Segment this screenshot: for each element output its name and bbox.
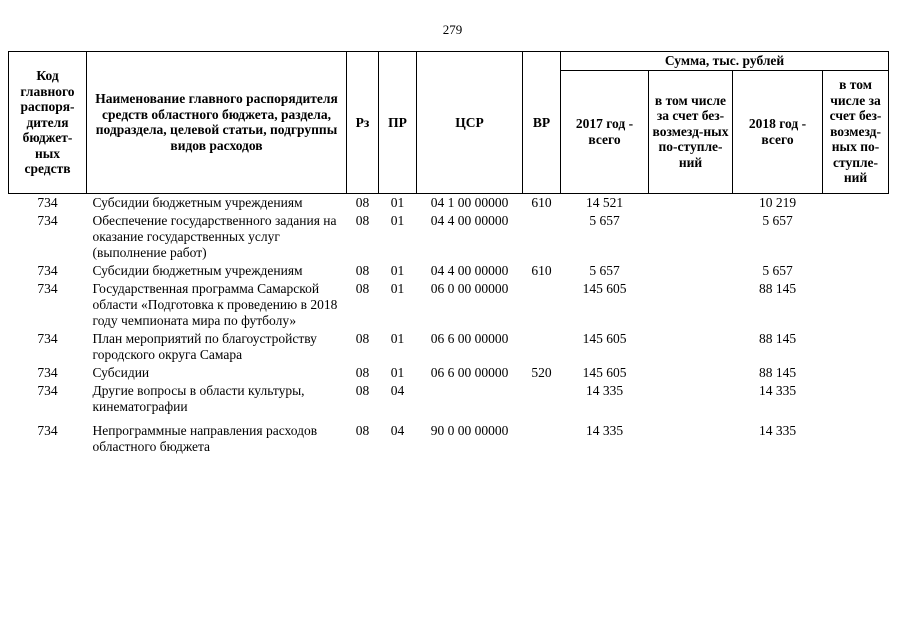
cell-code: 734 <box>37 382 58 398</box>
cell-2017-free <box>649 280 733 330</box>
header-2017-total: 2017 год - всего <box>561 70 649 193</box>
cell-2017-total: 5 657 <box>589 262 620 278</box>
cell-pr: 04 <box>390 422 405 438</box>
cell-name: Обеспечение государственного задания на оказание государственных услуг (выполнение работ) <box>92 212 337 260</box>
cell-vr <box>523 212 561 262</box>
cell-csr: 06 6 00 00000 <box>430 330 509 346</box>
cell-csr: 04 4 00 00000 <box>430 262 509 278</box>
cell-rz: 08 <box>355 422 370 438</box>
cell-csr: 04 4 00 00000 <box>430 212 509 228</box>
table-row <box>9 330 889 364</box>
cell-2017-free <box>649 422 733 456</box>
table-row <box>9 262 889 280</box>
cell-vr <box>523 382 561 416</box>
cell-2017-total: 145 605 <box>582 364 627 380</box>
cell-2018-free <box>823 212 889 262</box>
cell-pr: 04 <box>390 382 405 398</box>
cell-vr: 520 <box>531 364 552 380</box>
cell-vr <box>523 330 561 364</box>
cell-pr: 01 <box>390 212 405 228</box>
cell-rz: 08 <box>355 382 370 398</box>
cell-csr: 90 0 00 00000 <box>430 422 509 438</box>
cell-2017-free <box>649 330 733 364</box>
cell-pr: 01 <box>390 194 405 210</box>
table-row <box>9 280 889 330</box>
cell-name: Субсидии <box>92 364 150 380</box>
cell-2018-free <box>823 262 889 280</box>
cell-csr: 06 0 00 00000 <box>430 280 509 296</box>
cell-rz: 08 <box>355 262 370 278</box>
cell-2017-free <box>649 382 733 416</box>
cell-2017-free <box>649 193 733 212</box>
cell-2018-total: 88 145 <box>758 280 797 296</box>
cell-rz: 08 <box>355 194 370 210</box>
cell-code: 734 <box>37 194 58 210</box>
cell-rz: 08 <box>355 330 370 346</box>
cell-name: Субсидии бюджетным учреждениям <box>92 194 303 210</box>
header-name: Наименование главного распорядителя средств областного бюджета, раздела, подраздела, целевой статьи, подгруппы видов расходов <box>87 52 347 194</box>
cell-csr: 04 1 00 00000 <box>430 194 509 210</box>
cell-2018-total: 5 657 <box>762 212 793 228</box>
cell-2017-total: 145 605 <box>582 330 627 346</box>
cell-2018-free <box>823 280 889 330</box>
header-vr: ВР <box>523 52 561 194</box>
header-2017-free: в том числе за счет без-возмезд-ных по-ступле-ний <box>649 70 733 193</box>
cell-2018-total: 5 657 <box>762 262 793 278</box>
cell-code: 734 <box>37 364 58 380</box>
table-row <box>9 364 889 382</box>
cell-name: Другие вопросы в области культуры, кинематографии <box>92 382 305 414</box>
cell-code: 734 <box>37 212 58 228</box>
cell-2017-free <box>649 364 733 382</box>
header-pr: ПР <box>379 52 417 194</box>
cell-2017-total: 5 657 <box>589 212 620 228</box>
cell-pr: 01 <box>390 280 405 296</box>
cell-2017-free <box>649 262 733 280</box>
budget-table <box>8 51 889 456</box>
cell-2018-free <box>823 364 889 382</box>
cell-2018-total: 10 219 <box>758 194 797 210</box>
cell-2017-total: 14 335 <box>585 382 624 398</box>
cell-2018-free <box>823 422 889 456</box>
cell-vr: 610 <box>531 194 552 210</box>
cell-name: Субсидии бюджетным учреждениям <box>92 262 303 278</box>
table-row <box>9 212 889 262</box>
header-sum-group: Сумма, тыс. рублей <box>561 52 889 71</box>
cell-2018-free <box>823 330 889 364</box>
cell-rz: 08 <box>355 280 370 296</box>
cell-vr: 610 <box>531 262 552 278</box>
cell-vr <box>523 280 561 330</box>
cell-2018-free <box>823 193 889 212</box>
cell-pr: 01 <box>390 330 405 346</box>
cell-pr: 01 <box>390 262 405 278</box>
header-rz: Рз <box>347 52 379 194</box>
page-number: 279 <box>442 22 463 37</box>
cell-code: 734 <box>37 262 58 278</box>
cell-code: 734 <box>37 422 58 438</box>
cell-2018-free <box>823 382 889 416</box>
header-2018-total: 2018 год - всего <box>733 70 823 193</box>
cell-2018-total: 14 335 <box>758 382 797 398</box>
cell-2018-total: 88 145 <box>758 364 797 380</box>
cell-name: Государственная программа Самарской области «Подготовка к проведению в 2018 году чемпионата мира по футболу» <box>92 280 338 328</box>
cell-vr <box>523 422 561 456</box>
cell-2017-total: 145 605 <box>582 280 627 296</box>
cell-rz: 08 <box>355 364 370 380</box>
cell-rz: 08 <box>355 212 370 228</box>
cell-code: 734 <box>37 330 58 346</box>
table-row <box>9 422 889 456</box>
cell-2017-total: 14 521 <box>585 194 624 210</box>
cell-2018-total: 88 145 <box>758 330 797 346</box>
cell-pr: 01 <box>390 364 405 380</box>
table-row <box>9 382 889 416</box>
cell-2017-free <box>649 212 733 262</box>
header-code: Код главного распоря-дителя бюджет-ных средств <box>9 52 87 194</box>
table-row <box>9 193 889 212</box>
cell-name: Непрограммные направления расходов областного бюджета <box>92 422 318 454</box>
cell-csr <box>417 382 523 416</box>
cell-name: План мероприятий по благоустройству городского округа Самара <box>92 330 317 362</box>
cell-2018-total: 14 335 <box>758 422 797 438</box>
header-2018-free: в том числе за счет без-возмезд-ных по-ступле-ний <box>823 70 889 193</box>
cell-2017-total: 14 335 <box>585 422 624 438</box>
cell-code: 734 <box>37 280 58 296</box>
header-csr: ЦСР <box>417 52 523 194</box>
cell-csr: 06 6 00 00000 <box>430 364 509 380</box>
